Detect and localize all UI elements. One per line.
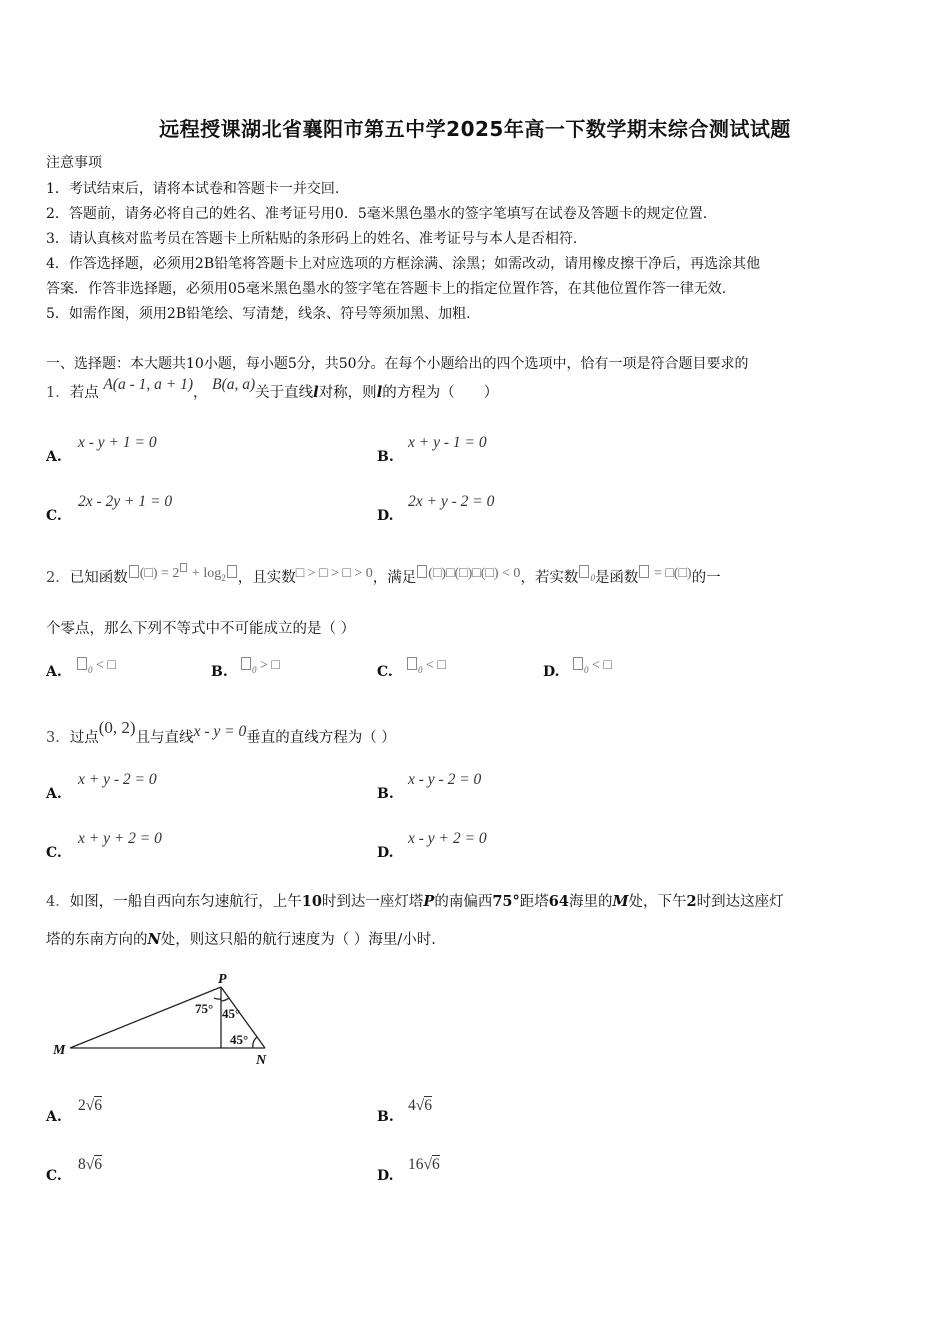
q4-line-2 [46,928,436,949]
q4-point-p: P [423,893,435,910]
q1-comma: ， [193,385,208,401]
q1-option-d: 2x + y - 2 = 0 [408,493,495,510]
q4-point-m: M [612,893,629,910]
q2-subscript: 0 [252,664,257,675]
q2-subscript: 0 [88,664,93,675]
q4-text: 处，则这只船的航行速度为（ ）海里/小时. [160,932,436,948]
q1-point-b: B(a, a) [212,376,256,393]
q1-option-a: x - y + 1 = 0 [78,434,157,451]
q1-option-b: x + y - 1 = 0 [408,434,487,451]
q3-text: 且与直线 [135,730,194,746]
q2-text: ，满足 [372,570,417,586]
q4-value: 75° [492,893,520,910]
q2-function-part: (□) = 2 [139,566,180,581]
note-item: 2．答题前，请务必将自己的姓名、准考证号用0．5毫米黑色墨水的签字笔填写在试卷及答题卡的规定位置. [46,206,708,222]
q4-text: 塔的东南方向的 [46,932,148,948]
q1-option-a-label: A. [46,449,62,465]
section-heading: 一、选择题：本大题共10小题，每小题5分，共50分。在每个小题给出的四个选项中，恰有一项是符合题目要求的 [46,356,749,372]
q4-text: 的南偏西 [434,894,493,910]
q4-option-d-coef: 16 [408,1156,424,1173]
fig-arc-45-top [221,998,229,1001]
q4-value: 10 [301,893,322,910]
q1-text: 对称，则 [318,385,377,401]
q1-number: 1． [46,385,70,401]
question-2 [46,566,721,588]
fig-arc-45-bottom [253,1037,257,1048]
q4-option-c: 8√6 [78,1156,103,1173]
fig-line-mp [70,987,221,1048]
q4-option-a: 2√6 [78,1097,103,1114]
fig-arc-75 [214,998,221,999]
q4-option-b-radicand: 6 [424,1097,433,1114]
notes-heading: 注意事项 [46,155,102,171]
q4-text: 海里的 [568,894,613,910]
q2-product [416,566,520,581]
q3-option-c-label: C. [46,845,62,861]
q2-option-a-expr: < □ [96,658,116,673]
q1-point-a: A(a - 1, a + 1) [103,376,194,393]
note-item: 答案．作答非选择题，必须用05毫米黑色墨水的签字笔在答题卡上的指定位置作答，在其他位置作答一律无效. [46,281,727,297]
question-4 [46,890,784,911]
q2-subscript: 0 [418,664,423,675]
q3-line: x - y = 0 [193,723,247,740]
q2-number: 2． [46,570,70,586]
q2-option-b-expr: > □ [260,658,280,673]
q3-text: 垂直的直线方程为（ ） [246,730,396,746]
q1-option-c: 2x - 2y + 1 = 0 [78,493,173,510]
q4-option-c-radicand: 6 [94,1156,103,1173]
q2-option-a-label: A. [46,664,62,680]
note-item: 3．请认真核对监考员在答题卡上所粘贴的条形码上的姓名、准考证号与本人是否相符. [46,231,578,247]
q2-line-2: 个零点，那么下列不等式中不可能成立的是（ ） [46,621,356,637]
q2-product-expr: (□)□(□)□(□) < 0 [428,566,521,581]
q2-text: ，且实数 [237,570,296,586]
q2-text: 是函数 [594,570,639,586]
fig-label-n: N [256,1053,267,1068]
q3-option-d-label: D. [377,845,394,861]
q2-option-b [240,657,280,675]
q1-option-d-label: D. [377,508,394,524]
note-item: 5．如需作图，须用2B铅笔绘、写清楚，线条、符号等须加黑、加粗. [46,306,471,322]
q4-text: 如图，一船自西向东匀速航行，上午 [69,894,302,910]
q2-text: 的一 [691,570,721,586]
q2-x0 [578,566,595,581]
q4-option-b-coef: 4 [408,1097,416,1114]
q1-option-b-label: B. [377,449,394,465]
q2-function [128,566,238,581]
q4-option-d: 16√6 [408,1156,440,1173]
q2-option-b-label: B. [211,664,228,680]
q1-text: 若点 [69,385,99,401]
q4-value: 64 [548,893,569,910]
q2-option-c [406,657,446,675]
q1-option-c-label: C. [46,508,62,524]
q4-figure [48,965,278,1070]
q4-text: 时到达这座灯 [696,894,784,910]
q2-option-c-label: C. [377,664,393,680]
q2-subscript: 0 [590,572,595,583]
q3-number: 3． [46,730,70,746]
q2-option-d-label: D. [543,664,560,680]
q4-number: 4． [46,894,70,910]
q4-option-c-label: C. [46,1168,62,1184]
q1-text: 关于直线 [255,385,314,401]
note-item: 4．作答选择题，必须用2B铅笔将答题卡上对应选项的方框涂满、涂黑；如需改动，请用橡皮擦干净后，再选涂其他 [46,256,761,272]
q4-value: 2 [686,893,697,910]
fig-angle-45-top: 45° [222,1006,241,1021]
q2-option-d [572,657,612,675]
fig-label-m: M [53,1043,66,1058]
q4-option-a-coef: 2 [78,1097,86,1114]
q3-option-c: x + y + 2 = 0 [78,830,162,847]
q1-text: 的方程为（ ） [382,385,499,401]
q2-equation [638,566,691,581]
q2-log-base: 2 [221,572,226,583]
q3-option-d: x - y + 2 = 0 [408,830,487,847]
q4-text: 时到达一座灯塔 [321,894,424,910]
q3-option-b: x - y - 2 = 0 [408,771,482,788]
q3-option-a: x + y - 2 = 0 [78,771,157,788]
q2-inequality: □ > □ > □ > 0 [295,566,373,581]
q2-subscript: 0 [584,664,589,675]
q4-option-d-label: D. [377,1168,394,1184]
q4-option-b: 4√6 [408,1097,433,1114]
question-3 [46,718,396,747]
fig-angle-75: 75° [195,1001,214,1016]
q4-option-c-coef: 8 [78,1156,86,1173]
q2-text: 已知函数 [69,570,128,586]
fig-angle-45-bottom: 45° [230,1032,249,1047]
page-title: 远程授课湖北省襄阳市第五中学2025年高一下数学期末综合测试试题 [159,117,791,141]
q1-line-l: l [376,384,383,401]
fig-label-p: P [218,972,227,987]
q3-option-a-label: A. [46,786,62,802]
q3-point: (0, 2) [98,718,136,737]
q4-option-a-label: A. [46,1109,62,1125]
q2-function-part: + log [188,566,222,581]
q3-text: 过点 [69,730,99,746]
q4-option-d-radicand: 6 [432,1156,440,1173]
q4-text: 处，下午 [628,894,687,910]
q4-point-n: N [147,931,161,948]
q2-option-c-expr: < □ [426,658,446,673]
q4-option-a-radicand: 6 [94,1097,103,1114]
q2-equation-expr: = □(□) [650,566,692,581]
note-item: 1．考试结束后，请将本试卷和答题卡一并交回. [46,181,340,197]
q4-option-b-label: B. [377,1109,394,1125]
q1-line-l: l [313,384,319,401]
q2-text: ，若实数 [520,570,579,586]
q2-option-a [76,657,116,675]
q2-option-d-expr: < □ [592,658,612,673]
question-1 [46,376,499,402]
q4-text: 距塔 [519,894,549,910]
q3-option-b-label: B. [377,786,394,802]
